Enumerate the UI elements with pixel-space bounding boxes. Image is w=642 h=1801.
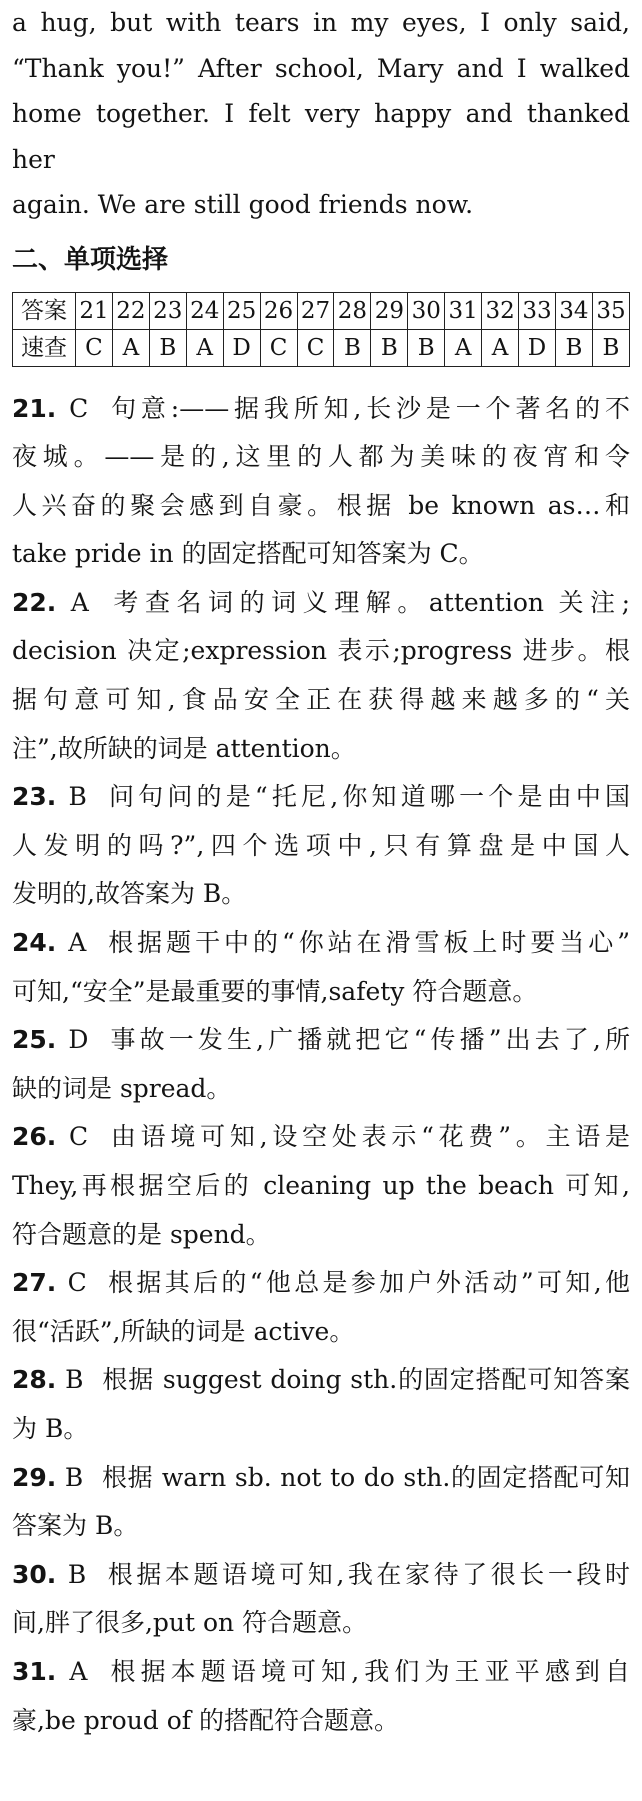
explanation-line <box>12 1405 630 1454</box>
reading-passage-ending <box>12 0 630 228</box>
question-number: 30. <box>12 1559 57 1589</box>
answer-cell: B <box>555 329 592 366</box>
section-title: 二、单项选择 <box>12 244 169 275</box>
table-row <box>13 329 630 366</box>
explanation-line <box>12 579 630 628</box>
table-row <box>13 292 630 329</box>
explanation-item <box>12 385 630 579</box>
answer-cell: B <box>149 329 186 366</box>
answer-letter: C <box>69 393 89 423</box>
explanation-text: 由语境可知,设空处表示“花费”。主语是 <box>106 1122 630 1152</box>
explanation-text: 人发明的吗?”,四个选项中,只有算盘是中国人 <box>12 830 630 860</box>
question-number: 21. <box>12 393 57 423</box>
explanation-text: They,再根据空后的 cleaning up the beach 可知, <box>12 1171 630 1200</box>
explanation-text: 很“活跃”,所缺的词是 active。 <box>12 1316 355 1346</box>
explanation-line <box>12 870 630 919</box>
explanation-line <box>12 968 630 1017</box>
explanation-text: 注”,故所缺的词是 attention。 <box>12 733 356 763</box>
answer-letter: B <box>67 1559 87 1589</box>
explanation-text: 为 B。 <box>12 1413 89 1443</box>
explanation-text: 考查名词的词义理解。attention 关注; <box>106 587 630 617</box>
question-number-cell: 30 <box>408 292 445 329</box>
answer-cell: B <box>334 329 371 366</box>
question-number: 24. <box>12 928 57 958</box>
explanation-text: 符合题意的是 spend。 <box>12 1219 271 1249</box>
explanation-line <box>12 1259 630 1308</box>
explanation-text: 发明的,故答案为 B。 <box>12 879 247 909</box>
table-header-cell: 速查 <box>13 329 76 366</box>
answer-cell: D <box>223 329 260 366</box>
explanation-line <box>12 676 630 725</box>
explanation-text: 可知,“安全”是最重要的事情,safety 符合题意。 <box>12 976 538 1006</box>
explanation-item <box>12 1259 630 1356</box>
explanation-text: take pride in 的固定搭配可知答案为 C。 <box>12 539 484 569</box>
explanation-text: 夜城。——是的,这里的人都为美味的夜宵和令 <box>12 442 630 472</box>
explanation-line <box>12 919 630 968</box>
answer-explanations <box>12 385 630 1746</box>
explanation-text: 豪,be proud of 的搭配符合题意。 <box>12 1705 400 1735</box>
explanation-line <box>12 1356 630 1405</box>
question-number-cell: 33 <box>519 292 556 329</box>
question-number: 23. <box>12 782 57 812</box>
question-number: 27. <box>12 1268 57 1298</box>
answer-cell: C <box>297 329 334 366</box>
passage-line: again. We are still good friends now. <box>12 190 474 219</box>
explanation-text: 句意:——据我所知,长沙是一个著名的不 <box>106 393 630 423</box>
passage-line: home together. I felt very happy and thanked her <box>12 99 630 174</box>
explanation-text: 缺的词是 spread。 <box>12 1073 232 1103</box>
answer-letter: A <box>68 928 87 958</box>
question-number: 26. <box>12 1122 57 1152</box>
explanation-line <box>12 1502 630 1551</box>
question-number-cell: 23 <box>149 292 186 329</box>
answer-letter: B <box>65 1365 84 1395</box>
explanation-line <box>12 1308 630 1357</box>
answer-letter: A <box>69 1656 88 1686</box>
explanation-line <box>12 433 630 482</box>
explanation-line <box>12 1697 630 1746</box>
question-number-cell: 24 <box>186 292 223 329</box>
explanation-item <box>12 1551 630 1648</box>
explanation-line <box>12 1551 630 1600</box>
explanation-text: 根据本题语境可知,我在家待了很长一段时 <box>104 1559 631 1589</box>
answer-letter: A <box>70 587 89 617</box>
explanation-item <box>12 1016 630 1113</box>
question-number-cell: 29 <box>371 292 408 329</box>
answer-cell: A <box>112 329 149 366</box>
question-number-cell: 34 <box>555 292 592 329</box>
explanation-line <box>12 530 630 579</box>
question-number-cell: 32 <box>482 292 519 329</box>
passage-line: a hug, but with tears in my eyes, I only said, <box>12 8 630 37</box>
answer-cell: C <box>260 329 297 366</box>
explanation-text: decision 决定;expression 表示;progress 进步。根 <box>12 636 630 666</box>
explanation-line <box>12 1016 630 1065</box>
question-number-cell: 21 <box>76 292 113 329</box>
explanation-text: 人兴奋的聚会感到自豪。根据 be known as…和 <box>12 490 630 520</box>
explanation-text: 根据其后的“他总是参加户外活动”可知,他 <box>104 1268 631 1298</box>
explanation-line <box>12 822 630 871</box>
explanation-item <box>12 1113 630 1259</box>
explanation-line <box>12 1599 630 1648</box>
question-number-cell: 26 <box>260 292 297 329</box>
explanation-text: 据句意可知,食品安全正在获得越来越多的“关 <box>12 685 630 715</box>
answer-cell: A <box>482 329 519 366</box>
explanation-line <box>12 725 630 774</box>
answer-cell: D <box>519 329 556 366</box>
answer-letter: D <box>68 1025 89 1055</box>
answer-letter: C <box>69 1122 89 1152</box>
explanation-item <box>12 919 630 1016</box>
explanation-item <box>12 773 630 919</box>
explanation-line <box>12 627 630 676</box>
question-number: 29. <box>12 1462 57 1492</box>
explanation-line <box>12 482 630 531</box>
explanation-line <box>12 385 630 434</box>
answer-letter: B <box>68 782 87 812</box>
explanation-text: 根据本题语境可知,我们为王亚平感到自 <box>105 1656 630 1686</box>
explanation-line <box>12 1211 630 1260</box>
question-number-cell: 25 <box>223 292 260 329</box>
explanation-text: 间,胖了很多,put on 符合题意。 <box>12 1608 368 1638</box>
explanation-item <box>12 1356 630 1453</box>
explanation-line <box>12 1454 630 1503</box>
explanation-line <box>12 1113 630 1162</box>
question-number-cell: 35 <box>592 292 629 329</box>
explanation-text: 问句问的是“托尼,你知道哪一个是由中国 <box>104 782 631 812</box>
explanation-item <box>12 1454 630 1551</box>
table-header-cell: 答案 <box>13 292 76 329</box>
question-number-cell: 28 <box>334 292 371 329</box>
explanation-line <box>12 1648 630 1697</box>
passage-line: “Thank you!” After school, Mary and I walked <box>12 53 630 83</box>
explanation-text: 根据 warn sb. not to do sth.的固定搭配可知 <box>101 1462 631 1492</box>
question-number: 25. <box>12 1025 57 1055</box>
explanation-text: 事故一发生,广播就把它“传播”出去了,所 <box>106 1025 630 1055</box>
answer-cell: B <box>592 329 629 366</box>
question-number: 28. <box>12 1365 57 1395</box>
explanation-line <box>12 773 630 822</box>
answer-cell: C <box>76 329 113 366</box>
explanation-item <box>12 579 630 773</box>
explanation-item <box>12 1648 630 1745</box>
answer-letter: B <box>64 1462 84 1492</box>
explanation-line <box>12 1162 630 1211</box>
explanation-line <box>12 1065 630 1114</box>
explanation-text: 答案为 B。 <box>12 1511 139 1541</box>
explanation-text: 根据题干中的“你站在滑雪板上时要当心” <box>104 928 630 958</box>
answer-cell: A <box>445 329 482 366</box>
question-number-cell: 27 <box>297 292 334 329</box>
explanation-text: 根据 suggest doing sth.的固定搭配可知答案 <box>101 1365 630 1395</box>
question-number-cell: 31 <box>445 292 482 329</box>
answer-letter: C <box>67 1268 87 1298</box>
question-number-cell: 22 <box>112 292 149 329</box>
question-number: 22. <box>12 587 57 617</box>
answer-cell: B <box>408 329 445 366</box>
answer-cell: B <box>371 329 408 366</box>
answer-cell: A <box>186 329 223 366</box>
question-number: 31. <box>12 1656 57 1686</box>
answer-quick-table <box>12 292 630 367</box>
